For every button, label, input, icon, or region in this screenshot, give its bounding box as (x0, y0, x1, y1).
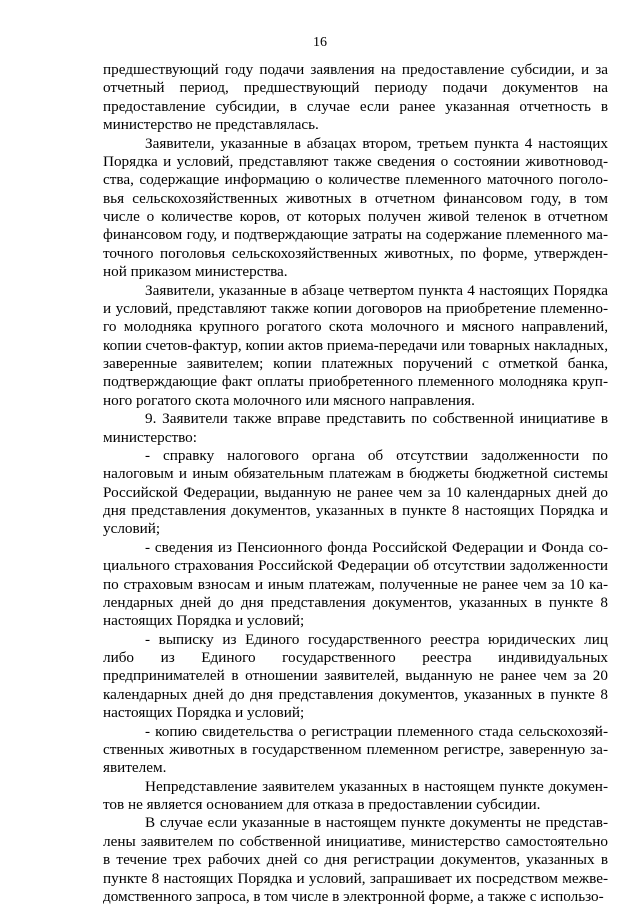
paragraph: Заявители, указанные в абзацах втором, третьем пункта 4 настоящих Порядка и условий, представляют также сведения о состоянии животноводства, содержащие информацию о количестве племенного маточного поголовья сельскохозяйственных животных в отчетном финансовом году, в том числе о количестве коров, от которых получен живой теленок в отчетном финансовом году, и подтверждающие затраты на содержание племенного маточного поголовья сельскохозяйственных животных, по форме, утвержденной приказом министерства. (103, 134, 608, 281)
paragraph: Заявители, указанные в абзаце четвертом пункта 4 настоящих Порядка и условий, представляют также копии договоров на приобретение племенного молодняка крупного рогатого скота молочного и мясного направлений, копии счетов-фактур, копии актов приема-передачи или товарных накладных, заверенные заявителем; копии платежных поручений с отметкой банка, подтверждающие факт оплаты приобретенного племенного молодняка крупного рогатого скота молочного или мясного направления. (103, 281, 608, 409)
paragraph: предшествующий году подачи заявления на предоставление субсидии, и за отчетный период, предшествующий периоду подачи документов на предоставление субсидии, в случае если ранее указанная отчетность в министерство не представлялась. (103, 61, 608, 134)
page-number: 16 (313, 35, 327, 50)
paragraph: - копию свидетельства о регистрации племенного стада сельскохозяйственных животных в государственном племенном регистре, заверенную заявителем. (103, 722, 608, 777)
paragraph: - выписку из Единого государственного реестра юридических лиц либо из Единого государственного реестра индивидуальных предпринимателей в отношении заявителей, выданную не ранее чем за 20 календарных дней до дня представления документов, указанных в пункте 8 настоящих Порядка и условий; (103, 630, 608, 722)
paragraph: 9. Заявители также вправе представить по собственной инициативе в министерство: (103, 410, 608, 446)
paragraph: - справку налогового органа об отсутствии задолженности по налоговым и иным обязательным платежам в бюджеты бюджетной системы Российской Федерации, выданную не ранее чем за 10 календарных дней до дня представления документов, указанных в пункте 8 настоящих Порядка и условий; (103, 446, 608, 538)
paragraph: В случае если указанные в настоящем пункте документы не представлены заявителем по собственной инициативе, министерство самостоятельно в течение трех рабочих дней со дня регистрации документов, указанных в пункте 8 настоящих Порядка и условий, запрашивает их посредством межведомственного запроса, в том числе в электронной форме, а также с использо- (103, 814, 608, 905)
paragraph: - сведения из Пенсионного фонда Российской Федерации и Фонда социального страхования Российской Федерации об отсутствии задолженности по страховым взносам и иным платежам, полученные не ранее чем за 10 календарных дней до дня представления документов, указанных в пункте 8 настоящих Порядка и условий; (103, 538, 608, 630)
paragraph: Непредставление заявителем указанных в настоящем пункте документов не является основанием для отказа в предоставлении субсидии. (103, 777, 608, 813)
document-body (103, 61, 608, 906)
